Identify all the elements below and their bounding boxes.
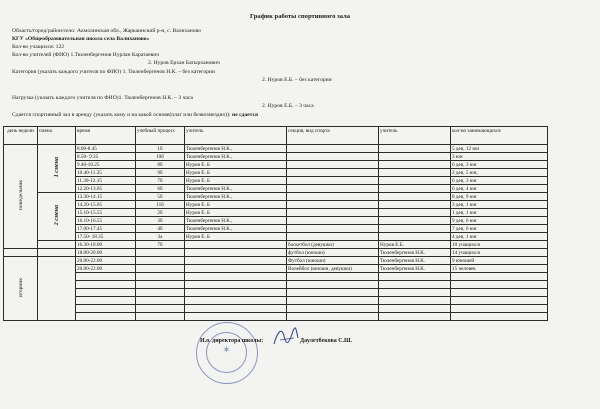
school-seal [196, 322, 258, 384]
teachers-line-2: 2. Нуров Ерхан Батырханович [148, 60, 220, 66]
section-cell [287, 193, 379, 201]
time-cell: 12.20-13.05 [76, 185, 136, 193]
section-cell [287, 225, 379, 233]
teacher-cell: Нуров Е. Б [185, 233, 287, 241]
section-cell [287, 145, 379, 153]
table-row [4, 201, 548, 209]
table-row [4, 209, 548, 217]
table-row [4, 257, 548, 265]
plan-cell [136, 257, 185, 265]
table-row [4, 177, 548, 185]
acting-director-label: И.о. директора школы: [200, 338, 264, 344]
shift-cell [38, 193, 76, 241]
teacher-cell: Нуров Е. Б [185, 161, 287, 169]
teacher-2-cell: Тюленбергенов Н.К. [379, 257, 451, 265]
time-cell: 9.40-10.25 [76, 161, 136, 169]
time-cell: 8.50- 9.35 [76, 153, 136, 161]
count-cell: 6 дев, 4 юн [451, 185, 548, 193]
time-cell: 16.30-18.00 [76, 241, 136, 249]
region-line: Область/город/район/село: Акмолинская обл., Жаркаинский р-н, с. Валиханово [12, 28, 201, 34]
count-cell: 8 дев, 9 юн [451, 193, 548, 201]
plan-cell: 3а [136, 233, 185, 241]
table-row [4, 241, 548, 249]
count-cell: 7 дев, 6 юн [451, 225, 548, 233]
plan-cell: 10б [136, 153, 185, 161]
category-line-1: Категория (указать каждого учителя по ФИО) 1. Тюленбергенов Н.К. – без категории [12, 69, 215, 75]
teacher-2-cell [379, 185, 451, 193]
plan-cell: 2б [136, 209, 185, 217]
teacher-cell [185, 265, 287, 273]
shift-cell-empty [38, 257, 76, 321]
table-row [4, 225, 548, 233]
table-row-empty [4, 313, 548, 321]
plan-cell [136, 249, 185, 257]
time-cell: 17.50- 18.35 [76, 233, 136, 241]
time-cell: 20.00-22.00 [76, 257, 136, 265]
teacher-cell: Тюленбергенов Н.К., [185, 225, 287, 233]
teachers-line-1: Кол-во учителей (ФИО) 1.Тюленбергенов Нурлан Каратаевич [12, 52, 160, 58]
teacher-2-cell: Тюленбергенов Н.К. [379, 249, 451, 257]
count-cell: 4 дев, 1 юн [451, 233, 548, 241]
time-cell: 17.00-17.45 [76, 225, 136, 233]
section-cell: баскетбол (девушки) [287, 241, 379, 249]
table-row-empty [4, 297, 548, 305]
section-cell [287, 185, 379, 193]
teacher-cell [185, 249, 287, 257]
header-teacher: учитель [185, 127, 287, 145]
teacher-cell: Тюленбергенов Н.К., [185, 185, 287, 193]
day-cell-empty [4, 249, 38, 257]
plan-cell: 3б [136, 217, 185, 225]
teacher-cell: Тюленбергенов Н.К., [185, 217, 287, 225]
teacher-2-cell [379, 201, 451, 209]
load-line-1: Нагрузка (указать каждого учителя по ФИО)1. Тюленбергенов Н.К. – 3 часа [12, 95, 193, 101]
rent-value: не сдается [231, 112, 258, 118]
star-icon: ✶ [222, 345, 231, 356]
table-row [4, 185, 548, 193]
shift-cell-empty [38, 249, 76, 257]
section-cell [287, 161, 379, 169]
teacher-cell: Тюленбергенов Н.К., [185, 193, 287, 201]
count-cell: 6 дев, 3 юн [451, 161, 548, 169]
director-signature [272, 326, 300, 348]
count-cell: 3 юн [451, 153, 548, 161]
count-cell: 6 дев, 3 юн [451, 177, 548, 185]
time-cell: 16.10-16.55 [76, 217, 136, 225]
teacher-2-cell [379, 217, 451, 225]
plan-cell: 4б [136, 225, 185, 233]
table-row [4, 233, 548, 241]
section-cell [287, 177, 379, 185]
plan-cell: 8б [136, 161, 185, 169]
teacher-2-cell [379, 169, 451, 177]
time-cell: 15.10-15.55 [76, 209, 136, 217]
section-cell [287, 209, 379, 217]
time-cell: 8.00-8.45 [76, 145, 136, 153]
shift-cell [38, 145, 76, 193]
teacher-2-cell: Тюленбергенов Н.К. [379, 265, 451, 273]
teacher-cell [185, 241, 287, 249]
header-plan: учебный процесс [136, 127, 185, 145]
header-teacher-2: учитель [379, 127, 451, 145]
school-name: КГУ «Общеобразовательная школа села Валиханово» [12, 36, 150, 42]
shift-cell-empty [38, 241, 76, 249]
count-cell: 14 учащихся [451, 249, 548, 257]
plan-cell: 7б [136, 177, 185, 185]
count-cell: 10 учащихся [451, 241, 548, 249]
section-cell: Футбол (юноши) [287, 257, 379, 265]
section-cell [287, 169, 379, 177]
header-shift: смена [38, 127, 76, 145]
rent-prefix: Сдается спортивный зал в аренду (указать кому и на какой основе(плат или безвозмездно)): [12, 112, 232, 118]
teacher-2-cell [379, 193, 451, 201]
table-row [4, 249, 548, 257]
day-label: вторник [17, 278, 24, 297]
teacher-2-cell [379, 161, 451, 169]
time-cell: 18.00-20.00 [76, 249, 136, 257]
category-line-2: 2. Нуров Е.Б. – без категории [262, 77, 332, 83]
teacher-cell: Нуров Е. Б [185, 177, 287, 185]
count-cell: 1 дев, 1 юн [451, 209, 548, 217]
day-cell [4, 145, 38, 249]
table-row [4, 193, 548, 201]
teacher-cell [185, 257, 287, 265]
section-cell [287, 217, 379, 225]
header-day: день недели [4, 127, 38, 145]
teacher-2-cell [379, 209, 451, 217]
teacher-2-cell [379, 145, 451, 153]
time-cell: 13.30-14.15 [76, 193, 136, 201]
count-cell: 2 дев, 5 юн, [451, 169, 548, 177]
plan-cell: 6б [136, 185, 185, 193]
header-section: секция, вид спорта [287, 127, 379, 145]
header-count: кол-во занимающихся [451, 127, 548, 145]
rent-line [12, 112, 258, 119]
teacher-2-cell [379, 225, 451, 233]
table-row [4, 161, 548, 169]
count-cell: 15 человек [451, 265, 548, 273]
teacher-2-cell [379, 177, 451, 185]
teacher-cell: Нуров Е. Б [185, 169, 287, 177]
teacher-cell: Тюленбергенов Н.К., [185, 145, 287, 153]
plan-cell: 11б [136, 201, 185, 209]
director-name: Даулетбекова С.Ш. [300, 338, 353, 344]
teacher-2-cell [379, 233, 451, 241]
table-row [4, 145, 548, 153]
table-row-empty [4, 305, 548, 313]
section-cell [287, 233, 379, 241]
count-cell: 9 дев, 6 юн [451, 217, 548, 225]
table-row-empty [4, 281, 548, 289]
count-cell: 9 юношей [451, 257, 548, 265]
schedule-table [3, 126, 548, 321]
time-cell: 10.40-11.25 [76, 169, 136, 177]
teacher-2-cell [379, 153, 451, 161]
table-row [4, 169, 548, 177]
table-row [4, 153, 548, 161]
time-cell: 20.00-22.00 [76, 265, 136, 273]
table-row-empty [4, 273, 548, 281]
students-count: Кол-во учащихся: 122 [12, 44, 65, 50]
section-cell: Волейбол (юноши, девушки) [287, 265, 379, 273]
plan-cell: 9б [136, 169, 185, 177]
count-cell: 5 дев, 12 юн [451, 145, 548, 153]
teacher-cell: Нуров Е. Б [185, 209, 287, 217]
section-cell [287, 153, 379, 161]
table-row [4, 265, 548, 273]
load-line-2: 2. Нуров Е.Б. – 3 часа [262, 103, 314, 109]
time-cell: 14.20-15.05 [76, 201, 136, 209]
document-title: График работы спортивного зала [249, 13, 351, 20]
plan-cell: 1б [136, 145, 185, 153]
plan-cell: 7б [136, 241, 185, 249]
table-header-row [4, 127, 548, 145]
time-cell: 11.30-12.15 [76, 177, 136, 185]
plan-cell [136, 265, 185, 273]
table-row [4, 217, 548, 225]
teacher-cell: Нуров Е. Б [185, 201, 287, 209]
section-cell [287, 201, 379, 209]
count-cell: 3 дев, 1 юн [451, 201, 548, 209]
teacher-2-cell: Нуров Е.Б. [379, 241, 451, 249]
shift-label: 1 смена [53, 157, 60, 178]
table-row-empty [4, 289, 548, 297]
shift-label: 2 смена [53, 205, 60, 226]
day-label: понедельник [17, 180, 24, 211]
plan-cell: 5б [136, 193, 185, 201]
section-cell: футбол (юноши) [287, 249, 379, 257]
header-time: время [76, 127, 136, 145]
teacher-cell: Тюленбергенов Н.К., [185, 153, 287, 161]
day-cell [4, 257, 38, 321]
